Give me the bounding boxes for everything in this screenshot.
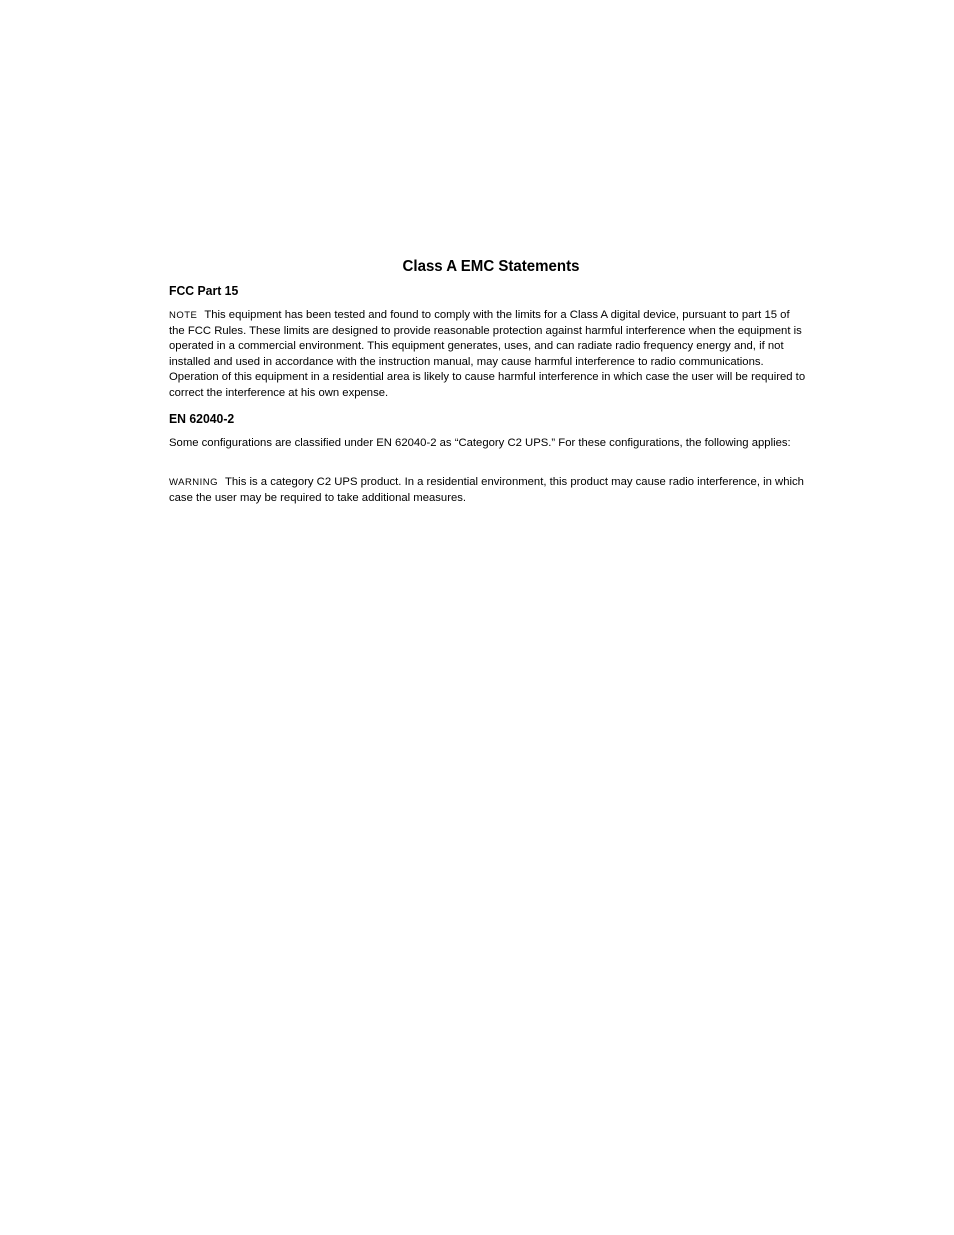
fcc-note-paragraph bbox=[169, 308, 807, 402]
page-title: Class A EMC Statements bbox=[402, 258, 580, 275]
note-text: This equipment has been tested and found to comply with the limits for a Class A digital device, pursuant to part 15 of the FCC Rules. These limits are designed to provide reasonable protection against harmful interference when the equipment is operated in a commercial environment. This equipment generates, uses, and can radiate radio frequency energy and, if not installed and used in accordance with the instruction manual, may cause harmful interference to radio communications. Operation of this equipment in a residential area is likely to cause harmful interference in which case the user will be required to correct the interference at his own expense. bbox=[169, 309, 806, 399]
en-intro-paragraph: Some configurations are classified under EN 62040-2 as “Category C2 UPS.” For these configurations, the following applies: bbox=[169, 437, 791, 449]
warning-label: WARNING bbox=[169, 477, 219, 488]
note-label: NOTE bbox=[169, 310, 198, 321]
warning-text: This is a category C2 UPS product. In a residential environment, this product may cause radio interference, in which case the user may be required to take additional measures. bbox=[169, 476, 804, 504]
fcc-section-heading: FCC Part 15 bbox=[169, 283, 239, 298]
warning-paragraph bbox=[169, 475, 807, 506]
en-section-heading: EN 62040-2 bbox=[169, 411, 235, 426]
